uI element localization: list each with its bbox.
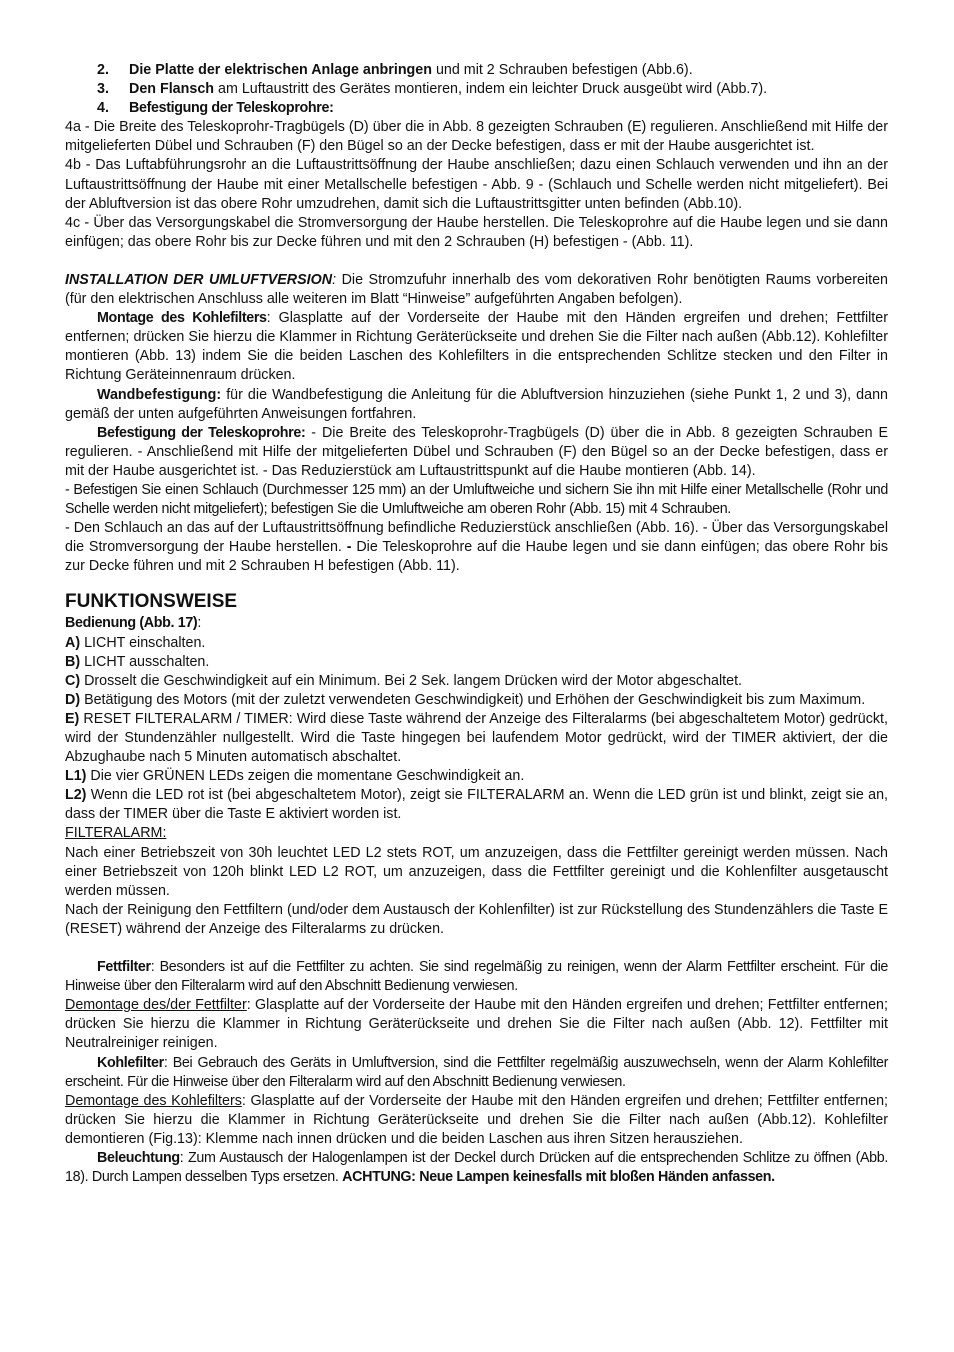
tele-text-3a: - Den Schlauch an das auf der Luftaustrittsöffnung befindliche Reduzierstück anschließen (Abb. 16). - Über das Versorgungskabel die Stromversorgung der Haube herstellen. — [65, 520, 888, 556]
control-item-l2 — [65, 786, 888, 824]
control-key: B) — [65, 653, 81, 670]
control-item-l1 — [65, 767, 888, 786]
control-item-c — [65, 672, 888, 691]
kohlefilter-demontage-label: Demontage des Kohlefilters — [65, 1092, 242, 1109]
step-title: Den Flansch — [129, 81, 215, 98]
filteralarm-paragraph-2: Nach der Reinigung den Fettfiltern (und/oder dem Austausch der Kohlenfilter) ist zur Rückstellung des Stundenzählers die Taste E (RESET) während der Anzeige des Filteralarms zu drücken. — [65, 901, 888, 937]
control-text: RESET FILTERALARM / TIMER: Wird diese Taste während der Anzeige des Filteralarms (bei abgeschaltetem Motor) gedrückt, wird der Stundenzähler nullgestellt. Wird die Taste hingegen bei laufendem Motor gedrückt, wird der TIMER aktiviert, der die Abzughaube nach 5 Minuten automatisch abschaltet. — [65, 710, 888, 766]
step-number: 3. — [97, 81, 109, 98]
paragraph-4a: 4a - Die Breite des Teleskoprohr-Tragbügels (D) über die in Abb. 8 gezeigten Schrauben (E) regulieren. Anschließend mit Hilfe der mitgelieferten Dübel und Schrauben (F) den Bügel so an der Decke befestigen, dass er mit der Haube ausgerichtet ist. — [65, 119, 888, 155]
tele-dash: - — [346, 539, 352, 556]
control-text: LICHT ausschalten. — [80, 653, 210, 670]
control-text: Betätigung des Motors (mit der zuletzt verwendeten Geschwindigkeit) und Erhöhen der Geschwindigkeit bis zum Maximum. — [80, 691, 866, 708]
bedienung-heading — [65, 614, 888, 633]
spacer — [65, 939, 888, 958]
paragraph-4b: 4b - Das Luftabführungsrohr an die Luftaustrittsöffnung der Haube anschließen; dazu einen Schlauch verwenden und ihn an der Luftaustrittsöffnung der Haube mit einer Metallschelle befestigen - Abb. 9 - (Schlauch und Schelle werden nicht mitgeliefert). Bei der Abluftversion ist das obere Rohr umzudrehen, damit sich die Luftaustrittsgitter unten befinden (Abb.10). — [65, 157, 888, 212]
achtung-warning: ACHTUNG: Neue Lampen keinesfalls mit bloßen Händen anfassen. — [342, 1169, 775, 1186]
control-key: D) — [65, 691, 81, 708]
spacer — [65, 252, 888, 271]
kohlefilter-paragraph — [65, 1054, 888, 1092]
step-number: 4. — [97, 100, 109, 117]
control-key: A) — [65, 634, 81, 651]
step-number: 2. — [97, 62, 109, 78]
step-text: und mit 2 Schrauben befestigen (Abb.6). — [431, 62, 693, 78]
step-title: Die Platte der elektrischen Anlage anbringen — [129, 62, 432, 78]
tele-text-1: - Die Breite des Teleskoprohr-Tragbügels (D) über die in Abb. 8 gezeigten Schrauben E regulieren. - Anschließend mit Hilfe der mitgelieferten Dübel und Schrauben (F) den Bügel so an der Decke befestigen, dass er mit der Haube ausgerichtet ist. - Das Reduzierstück am Luftaustrittspunkt auf die Haube montieren (Abb. 14). — [65, 424, 888, 479]
paragraph-4c: 4c - Über das Versorgungskabel die Stromversorgung der Haube herstellen. Die Teleskoprohre auf die Haube legen und sie dann einfügen; das obere Rohr bis zur Decke führen und mit den 2 Schrauben (H) befestigen - (Abb. 11). — [65, 214, 888, 250]
kohlefilter-demontage-text: : Glasplatte auf der Vorderseite der Haube mit den Händen ergreifen und drehen; Fettfilter entfernen; drücken Sie hierzu die Klammer in Richtung Geräterückseite und drehen Sie die Filter nach außen (Abb.12). Kohlefilter demontieren (Fig.13): Klemme nach innen drücken und die beiden Laschen aus ihren Sitzen herausziehen. — [65, 1092, 888, 1147]
control-text: Wenn die LED rot ist (bei abgeschaltetem Motor), zeigt sie FILTERALARM an. Wenn die LED grün ist und blinkt, zeigt sie an, dass der TIMER über die Taste E aktiviert worden ist. — [65, 787, 888, 823]
kohlefilter-text: : Bei Gebrauch des Geräts in Umluftversion, sind die Fettfilter regelmäßig auszuwechseln, wenn der Alarm Kohlefilter erscheint. Für die Hinweise über den Filteralarm wird auf den Abschnitt Bedienung verwiesen. — [65, 1054, 888, 1090]
tele-text-3b: Die Teleskoprohre auf die Haube legen und sie dann einfügen; das obere Rohr bis zur Decke führen und mit 2 Schrauben H befestigen (Abb. 11). — [65, 539, 888, 575]
step-title: Befestigung der Teleskoprohre: — [129, 100, 334, 117]
umluft-text: Die Stromzufuhr innerhalb des vom dekorativen Rohr benötigten Raums vorbereiten (für den elektrischen Anschluss alle weiteren im Blatt “Hinweise” aufgeführten Angaben befolgen). — [65, 271, 888, 308]
control-item-d — [65, 691, 888, 710]
control-key: L2) — [65, 787, 87, 804]
control-key: E) — [65, 710, 80, 727]
step-2 — [65, 61, 888, 80]
step-4 — [65, 99, 888, 118]
step-3 — [65, 80, 888, 99]
tele-label: Befestigung der Teleskoprohre: — [97, 424, 306, 441]
filteralarm-label: FILTERALARM: — [65, 825, 167, 842]
fettfilter-text: : Besonders ist auf die Fettfilter zu achten. Sie sind regelmäßig zu reinigen, wenn der Alarm Fettfilter erscheint. Für die Hinweise über den Filteralarm wird auf den Abschnitt Bedienung verwiesen. — [65, 959, 888, 995]
section-title: FUNKTIONSWEISE — [65, 591, 238, 613]
kohlefilter-label: Kohlefilter — [97, 1054, 164, 1071]
control-key: L1) — [65, 768, 87, 785]
wand-text: für die Wandbefestigung die Anleitung für die Abluftversion hinzuziehen (siehe Punkt 1, 2 und 3), dann gemäß der unten aufgeführten Anweisungen fortfahren. — [65, 386, 888, 422]
beleuchtung-label: Beleuchtung — [97, 1149, 180, 1166]
document-page — [65, 61, 888, 1187]
tele-text-2: - Befestigen Sie einen Schlauch (Durchmesser 125 mm) an der Umluftweiche und sichern Sie ihn mit Hilfe einer Metallschelle (Rohr und Schelle werden nicht mitgeliefert); befestigen Sie die Umluftweiche am oberen Rohr (Abb. 15) mit 4 Schrauben. — [65, 481, 888, 518]
control-text: Die vier GRÜNEN LEDs zeigen die momentane Geschwindigkeit an. — [86, 768, 525, 785]
umluft-colon: : — [332, 271, 337, 288]
umluft-heading: INSTALLATION DER UMLUFTVERSION — [65, 271, 333, 288]
fettfilter-label: Fettfilter — [97, 959, 151, 976]
control-item-a — [65, 634, 888, 653]
montage-text: : Glasplatte auf der Vorderseite der Haube mit den Händen ergreifen und drehen; Fettfilter entfernen; drücken Sie hierzu die Klammer in Richtung Geräterückseite und drehen Sie die Filter nach außen (Abb.12). Kohlefilter montieren (Abb. 13) indem Sie die beiden Laschen des Kohlefilters in die entsprechenden Schlitze stecken und den Filter in Richtung Geräteinnenraum drücken. — [65, 310, 888, 384]
bedienung-label: Bedienung (Abb. 17) — [65, 615, 198, 632]
control-key: C) — [65, 672, 81, 689]
step-text: am Luftaustritt des Gerätes montieren, indem ein leichter Druck ausgeübt wird (Abb.7). — [214, 81, 768, 98]
fettfilter-paragraph — [65, 958, 888, 996]
umluft-intro — [65, 271, 888, 309]
beleuchtung-paragraph — [65, 1149, 888, 1187]
fettfilter-demontage-text: : Glasplatte auf der Vorderseite der Haube mit den Händen ergreifen und drehen; Fettfilter entfernen; drücken Sie hierzu die Klammer in Richtung Geräterückseite und drehen Sie die Filter nach außen (Abb. 12). Fettfilter mit Neutralreiniger reinigen. — [65, 997, 888, 1052]
wandbefestigung — [65, 386, 888, 424]
control-item-e — [65, 710, 888, 767]
fettfilter-demontage-label: Demontage des/der Fettfilter — [65, 997, 247, 1014]
control-text: Drosselt die Geschwindigkeit auf ein Minimum. Bei 2 Sek. langem Drücken wird der Motor abgeschaltet. — [80, 672, 743, 689]
fettfilter-demontage — [65, 996, 888, 1053]
beleuchtung-text: : Zum Austausch der Halogenlampen ist der Deckel durch Drücken auf die entsprechenden Schlitze zu öffnen (Abb. 18). Durch Lampen desselben Typs ersetzen. — [65, 1149, 888, 1186]
filteralarm-paragraph-1: Nach einer Betriebszeit von 30h leuchtet LED L2 stets ROT, um anzuzeigen, dass die Fettfilter gereinigt werden müssen. Nach einer Betriebszeit von 120h blinkt LED L2 ROT, um anzuzeigen, dass die Fettfilter gereinigt und die Kohlenfilter ausgetauscht werden müssen. — [65, 844, 888, 899]
kohlefilter-demontage — [65, 1092, 888, 1149]
befestigung-teleskoprohre — [65, 424, 888, 481]
bedienung-colon: : — [197, 615, 202, 632]
wand-label: Wandbefestigung: — [97, 386, 222, 403]
montage-kohlefilter — [65, 309, 888, 385]
montage-label: Montage des Kohlefilters — [97, 310, 267, 327]
tele-text-3 — [65, 519, 888, 576]
control-item-b — [65, 653, 888, 672]
control-text: LICHT einschalten. — [80, 634, 206, 651]
